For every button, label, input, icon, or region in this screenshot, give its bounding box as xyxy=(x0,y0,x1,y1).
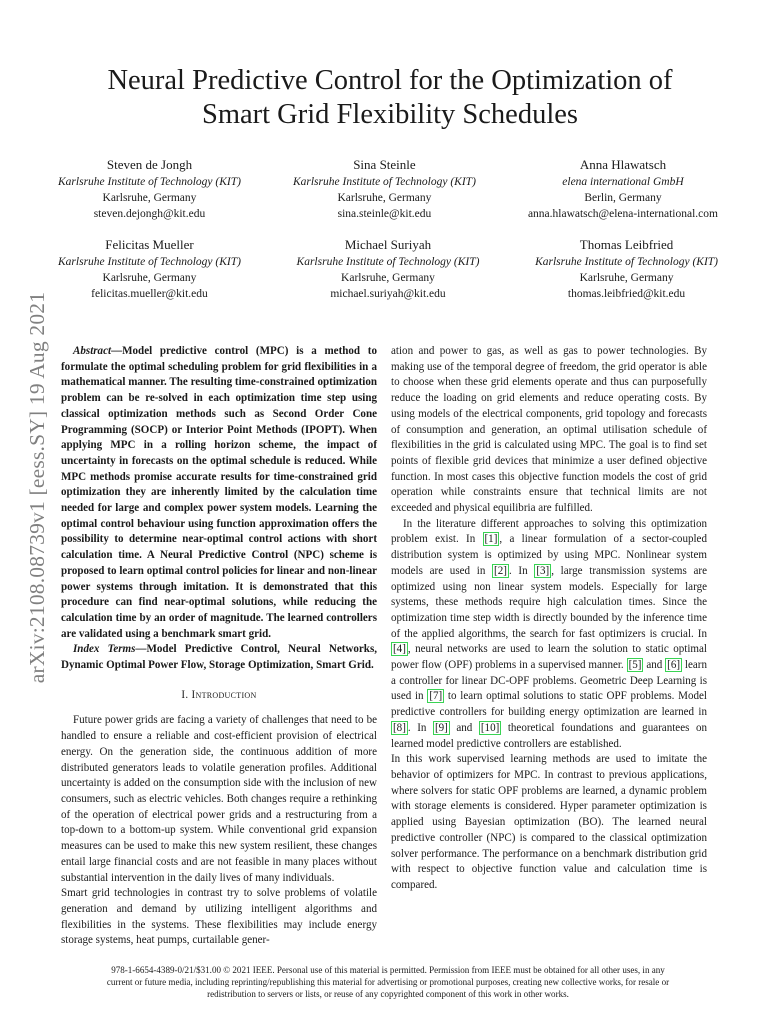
right-paragraph-2 xyxy=(391,517,707,753)
section-heading-introduction xyxy=(61,688,377,704)
author-location: Karlsruhe, Germany xyxy=(102,272,197,284)
author-affiliation: Karlsruhe Institute of Technology (KIT) xyxy=(535,256,718,268)
author-row-1 xyxy=(58,156,718,222)
footer-line-3: redistribution to servers or lists, or reuse of any copyrighted component of this work in other works. xyxy=(207,989,569,999)
author-email[interactable]: sina.steinle@kit.edu xyxy=(337,208,432,220)
title-line-2: Smart Grid Flexibility Schedules xyxy=(201,99,578,130)
author-name: Sina Steinle xyxy=(353,157,416,172)
text-run: learn a controller for linear DC-OPF problems. Geometric Deep Learning is used in xyxy=(391,659,708,703)
author-name: Felicitas Mueller xyxy=(105,237,194,252)
index-terms-lead: Index Terms xyxy=(73,643,136,656)
author-block xyxy=(58,156,241,222)
copyright-footer xyxy=(60,964,716,1000)
abstract-lead: Abstract xyxy=(73,345,112,357)
footer-line-1: 978-1-6654-4389-0/21/$31.00 © 2021 IEEE. Personal use of this material is permitted. Permission from IEEE must be obtained for all other uses, in any xyxy=(111,965,665,975)
author-affiliation: Karlsruhe Institute of Technology (KIT) xyxy=(58,256,241,268)
author-email[interactable]: felicitas.mueller@kit.edu xyxy=(91,288,208,300)
author-location: Karlsruhe, Germany xyxy=(337,192,432,204)
text-run: and xyxy=(449,721,479,734)
author-location: Karlsruhe, Germany xyxy=(579,272,674,284)
index-terms-text: —Model Predictive Control, Neural Networks, Dynamic Optimal Power Flow, Storage Optimization, Smart Grid. xyxy=(61,643,378,672)
author-location: Berlin, Germany xyxy=(584,192,662,204)
citation-link[interactable]: [6] xyxy=(667,659,681,672)
title-line-1: Neural Predictive Control for the Optimization of xyxy=(107,65,673,96)
author-email[interactable]: michael.suriyah@kit.edu xyxy=(330,288,446,300)
text-run: . In xyxy=(508,564,535,577)
author-block xyxy=(297,236,480,302)
text-run: , large transmission systems are optimized using non linear system models. Especially for large systems, these methods require high calculation times. Since the optimization time step width is directly bounded by the inference time of the applied algorithms, the search for fast optimizers is crucial. In xyxy=(391,564,707,640)
right-paragraph-3: In this work supervised learning methods are used to imitate the behavior of optimizers for MPC. In contrast to previous applications, where solvers for static OPF problems are learned, a dynamic problem with storage elements is considered. Hyper parameter optimization is applied using Bayesian optimization (BO). The learned neural predictive controller (NPC) is compared to the classical optimization solver performance. The performance on a benchmark distribution grid with respect to objective function value and calculation time is compared. xyxy=(391,753,707,891)
text-run: . In xyxy=(407,721,433,734)
author-name: Anna Hlawatsch xyxy=(579,157,667,172)
author-block xyxy=(293,156,476,222)
author-location: Karlsruhe, Germany xyxy=(102,192,197,204)
text-run: , a linear formulation of a sector-coupled distribution system is optimized by using MPC. Nonlinear system models are used in xyxy=(391,533,707,577)
section-title: Introduction xyxy=(191,688,257,701)
citation-link[interactable]: [2] xyxy=(494,564,507,577)
author-email[interactable]: anna.hlawatsch@elena-international.com xyxy=(527,208,718,220)
author-email[interactable]: steven.dejongh@kit.edu xyxy=(93,208,206,220)
author-name: Steven de Jongh xyxy=(106,157,193,172)
author-affiliation: Karlsruhe Institute of Technology (KIT) xyxy=(292,176,476,188)
arxiv-stamp-text: arXiv:2108.08739v1 [eess.SY] 19 Aug 2021 xyxy=(25,291,50,683)
intro-paragraph-2: Smart grid technologies in contrast try to solve problems of volatile generation and demand by utilizing intelligent algorithms and flexibilities in the systems. These flexibilities may include energy storage systems, heat pumps, curtailable gener- xyxy=(61,887,377,947)
arxiv-stamp xyxy=(12,262,64,712)
right-column xyxy=(391,344,707,894)
section-number: I. xyxy=(181,688,189,701)
author-block xyxy=(528,156,718,222)
citation-link[interactable]: [8] xyxy=(393,721,406,734)
paper-title xyxy=(60,64,720,132)
text-run: to learn optimal solutions to static OPF problems. Model predictive controllers for building energy optimization are learned in xyxy=(391,690,707,719)
text-run: , neural networks are used to learn the solution to static optimal power flow (OPF) problems in a supervised manner. xyxy=(391,643,707,672)
abstract-text: —Model predictive control (MPC) is a method to formulate the optimal scheduling problem for grid flexibilities in a mathematical manner. The resulting time-constrained optimization problem can be re-solved in each optimization time step using classical optimization methods such as Second Order Cone Programming (SOCP) or Interior Point Methods (IPOPT). When applying MPC in a rolling horizon scheme, the impact of uncertainty in forecasts on the optimal schedule is reduced. While MPC methods promise accurate results for time-constrained grid optimization they are inherently limited by the calculation time needed for large and complex power system models. Learning the optimal control behaviour using function approximation offers the possibility to determine near-optimal control actions with short calculation time. A Neural Predictive Control (NPC) scheme is proposed to learn optimal control policies for linear and non-linear power systems through imitation. It is demonstrated that this procedure can find near-optimal solutions, while reducing the calculation time by an order of magnitude. The learned controllers are validated using a benchmark smart grid. xyxy=(61,345,377,640)
footer-line-2: current or future media, including reprinting/republishing this material for advertising or promotional purposes, creating new collective works, for resale or xyxy=(106,977,670,987)
citation-link[interactable]: [1] xyxy=(484,533,498,546)
left-column xyxy=(61,344,377,949)
citation-link[interactable]: [3] xyxy=(536,564,550,577)
author-block xyxy=(535,236,718,302)
citation-link[interactable]: [5] xyxy=(628,659,642,672)
intro-paragraph-1: Future power grids are facing a variety of challenges that need to be handled to ensure a reliable and cost-efficient provision of electrical energy. On the generation side, the continuous addition of more distributed generators leads to volatile generation profiles. Additional uncertainty is added on the consumption side with the inclusion of new consumers, such as electric vehicles. Both changes require a rethinking of the operation of electrical power grids and a restructuring from a top-down to a bottom-up system. While conventional grid expansion measures can be used to make this new system resilient, these changes entail large financial costs and are not feasible in many places without substantial intervention in the daily lives of many individuals. xyxy=(61,714,377,884)
author-block xyxy=(58,236,241,302)
author-name: Thomas Leibfried xyxy=(579,237,674,252)
citation-link[interactable]: [10] xyxy=(480,721,500,734)
index-terms xyxy=(61,642,377,673)
author-location: Karlsruhe, Germany xyxy=(341,272,435,284)
citation-link[interactable]: [4] xyxy=(393,643,406,656)
text-run: In the literature different approaches to solving this optimization problem exist. In xyxy=(391,517,707,546)
right-paragraph-1: ation and power to gas, as well as gas to power technologies. By making use of the temporal degree of freedom, the grid operator is able to choose when these grid elements operate and thus can purposefully reduce the loading on grid elements and reduce operating costs. By using models of the electrical components, grid topology and forecasts of consumption and generation, an optimal utilisation schedule of flexibilities in the grid is calculated using MPC. The goal is to find set points of flexible grid devices that minimize a user defined objective function. In most cases this objective function models the cost of grid operation while constraints ensure that technical limits are not exceeded and physical equilibria are fulfilled. xyxy=(391,345,707,515)
citation-link[interactable]: [9] xyxy=(434,721,448,734)
text-run: and xyxy=(643,659,666,672)
author-affiliation: Karlsruhe Institute of Technology (KIT) xyxy=(296,256,480,268)
text-run: theoretical foundations and guarantees on learned model predictive controllers are established. xyxy=(391,721,707,750)
author-name: Michael Suriyah xyxy=(344,237,432,252)
abstract xyxy=(61,344,377,642)
author-affiliation: elena international GmbH xyxy=(562,176,684,188)
author-row-2 xyxy=(58,236,718,302)
author-email[interactable]: thomas.leibfried@kit.edu xyxy=(567,288,686,300)
citation-link[interactable]: [7] xyxy=(429,690,443,703)
author-affiliation: Karlsruhe Institute of Technology (KIT) xyxy=(58,176,241,188)
